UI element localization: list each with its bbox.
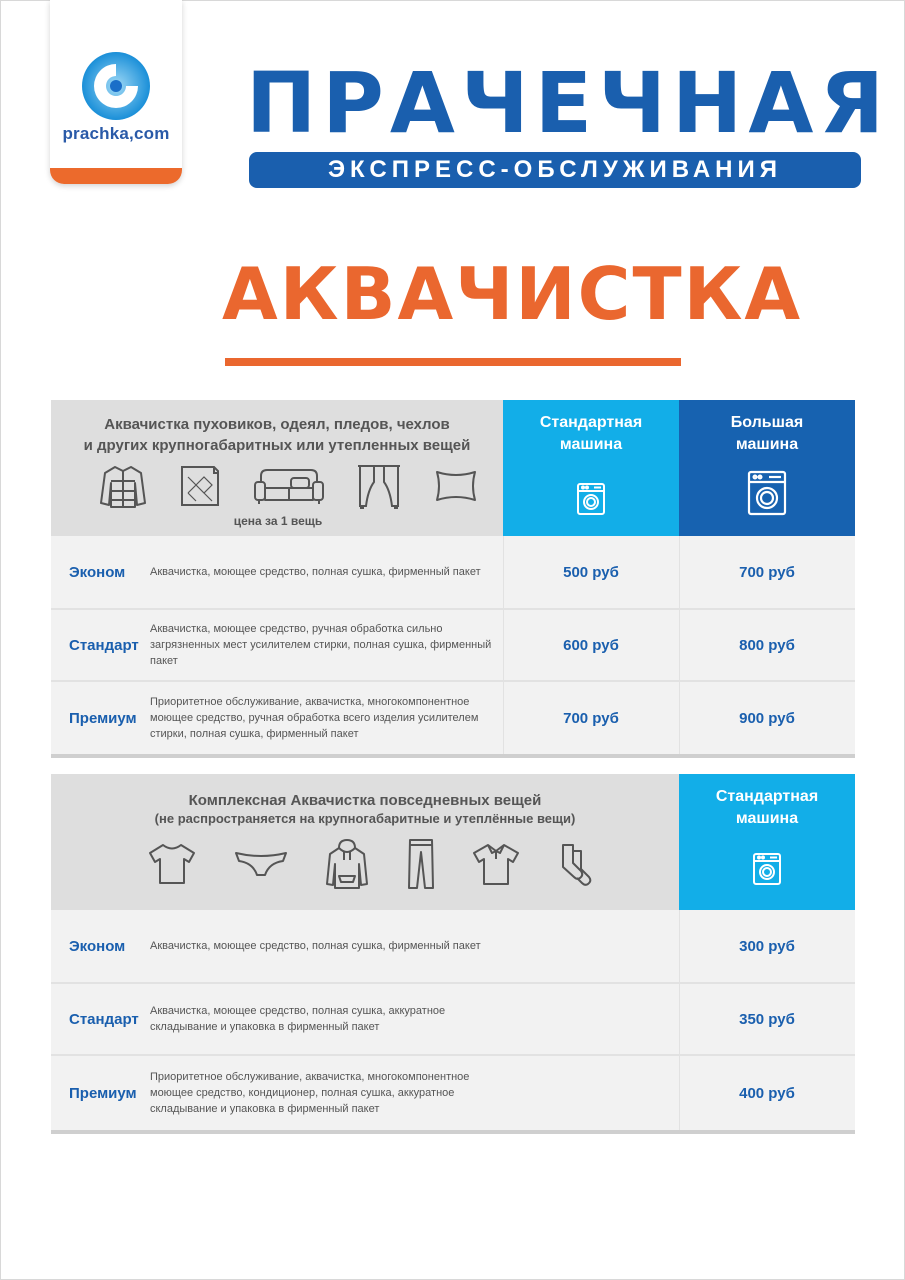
price-large: 800 руб	[739, 636, 795, 654]
washing-machine-icon	[747, 470, 787, 516]
table-title: Комплексная Аквачистка повседневных вещей	[188, 792, 542, 809]
blanket-icon	[178, 463, 222, 509]
socks-icon	[557, 841, 597, 887]
table-title-line2: и других крупногабаритных или утепленных вещей	[83, 437, 471, 454]
table-row	[51, 536, 855, 610]
price-standard: 700 руб	[563, 709, 619, 727]
column-label-line2: машина	[559, 436, 623, 453]
jacket-icon	[99, 463, 147, 509]
tier-name: Стандарт	[69, 1010, 139, 1028]
price-standard: 500 руб	[563, 563, 619, 581]
page-title: АКВАЧИСТКА	[222, 252, 803, 336]
column-label-line1: Большая	[730, 414, 804, 431]
polo-shirt-icon	[471, 841, 521, 887]
washing-machine-icon	[752, 852, 782, 886]
table-title-line1: Аквачистка пуховиков, одеял, пледов, чехлов	[104, 416, 450, 433]
table-row	[51, 984, 855, 1056]
column-standard-machine	[679, 774, 855, 910]
pillow-icon	[433, 468, 479, 504]
tier-description: Аквачистка, моющее средство, полная сушка, фирменный пакет	[150, 940, 481, 952]
swirl-logo-icon	[80, 50, 152, 122]
price-note: цена за 1 вещь	[233, 514, 323, 528]
column-label-line1: Стандартная	[539, 414, 643, 431]
logo-accent-bar	[50, 168, 182, 184]
price-standard: 600 руб	[563, 636, 619, 654]
tier-description: Приоритетное обслуживание, аквачистка, многокомпонентное моющее средство, ручная обработка всего изделия усилителем стирки, полная сушка, фирменный пакет	[150, 696, 479, 740]
item-icons	[147, 838, 597, 890]
column-label	[679, 786, 855, 830]
pants-icon	[406, 838, 436, 890]
price-large: 700 руб	[739, 563, 795, 581]
table-row	[51, 682, 855, 758]
column-standard-machine	[503, 400, 679, 536]
title-underline	[225, 358, 681, 366]
table-title	[51, 414, 503, 456]
tier-name: Премиум	[69, 1084, 137, 1102]
washing-machine-icon	[576, 482, 606, 516]
tier-name: Эконом	[69, 563, 126, 581]
price-standard: 300 руб	[739, 937, 795, 955]
item-icons	[99, 462, 479, 510]
underwear-icon	[233, 849, 289, 879]
tier-description: Аквачистка, моющее средство, ручная обработка сильно загрязненных мест усилителем стирки, полная сушка, фирменный пакет	[150, 623, 492, 667]
column-label	[679, 412, 855, 456]
price-standard: 350 руб	[739, 1010, 795, 1028]
brand-subtitle: ЭКСПРЕСС-ОБСЛУЖИВАНИЯ	[249, 152, 861, 188]
table-row	[51, 610, 855, 682]
table-header	[51, 774, 855, 910]
tier-description: Приоритетное обслуживание, аквачистка, многокомпонентное моющее средство, кондиционер, полная сушка, аккуратное складывание и упаковка в фирменный пакет	[150, 1071, 470, 1115]
tier-name: Эконом	[69, 937, 126, 955]
tier-description: Аквачистка, моющее средство, полная сушка, аккуратное складывание и упаковка в фирменный пакет	[150, 1005, 446, 1033]
brand-title: ПРАЧЕЧНАЯ	[246, 54, 891, 152]
price-large: 900 руб	[739, 709, 795, 727]
table-row	[51, 1056, 855, 1134]
column-label-line2: машина	[735, 436, 799, 453]
tier-name: Премиум	[69, 709, 137, 727]
price-standard: 400 руб	[739, 1084, 795, 1102]
price-table-large-items	[51, 400, 855, 758]
table-row	[51, 910, 855, 984]
column-large-machine	[679, 400, 855, 536]
logo-card[interactable]	[50, 0, 182, 184]
curtains-icon	[356, 462, 402, 510]
logo-text: prachka,com	[62, 124, 170, 143]
tshirt-icon	[147, 842, 197, 886]
price-table-everyday-items	[51, 774, 855, 1134]
table-header	[51, 400, 855, 536]
tier-description: Аквачистка, моющее средство, полная сушка, фирменный пакет	[150, 566, 481, 578]
column-label-line2: машина	[735, 810, 799, 827]
tier-name: Стандарт	[69, 636, 139, 654]
hoodie-icon	[324, 838, 370, 890]
sofa-icon	[253, 466, 325, 506]
column-label	[503, 412, 679, 456]
column-label-line1: Стандартная	[715, 788, 819, 805]
table-subtitle: (не распространяется на крупногабаритные и утеплённые вещи)	[154, 811, 576, 826]
